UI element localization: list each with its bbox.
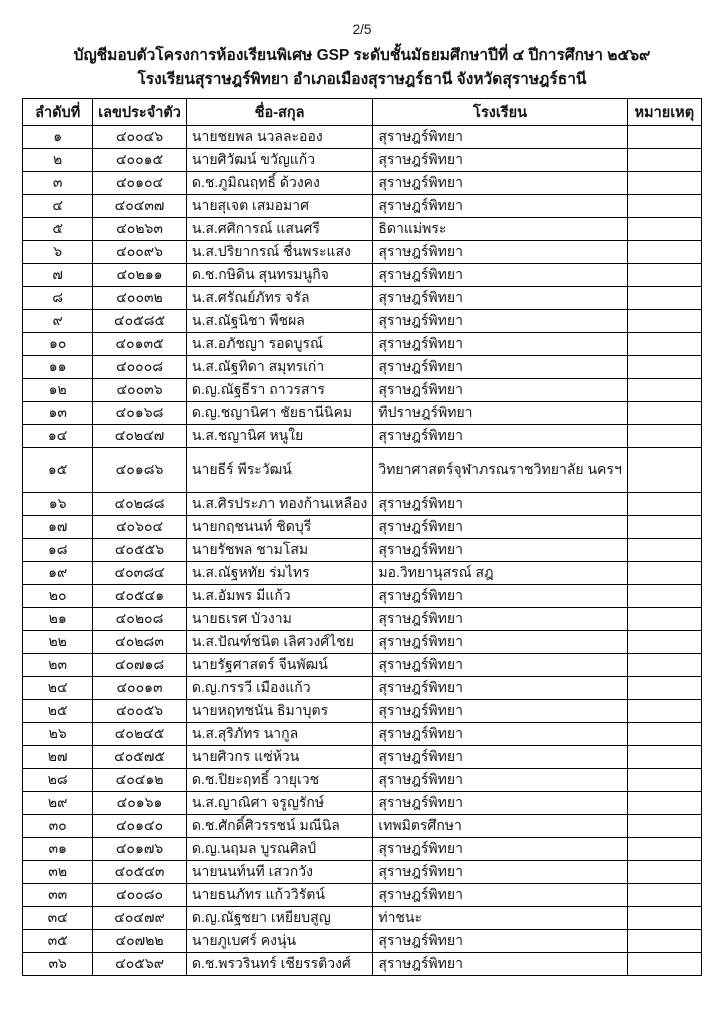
table-row (23, 700, 702, 723)
table-row (23, 379, 702, 402)
header-row-number: ลำดับที่ (23, 99, 93, 126)
student-id-cell: ๔๐๑๐๔ (93, 172, 187, 195)
row-number-cell: ๑๔ (23, 425, 93, 448)
row-number-cell: ๒ (23, 149, 93, 172)
row-number-cell: ๑๘ (23, 539, 93, 562)
student-id-cell: ๔๐๒๘๓ (93, 631, 187, 654)
table-row (23, 356, 702, 379)
row-number-cell: ๒๑ (23, 608, 93, 631)
table-row (23, 149, 702, 172)
note-cell (627, 585, 701, 608)
student-name-cell: น.ส.ศรัณย์ภัทร จรัล (186, 287, 372, 310)
row-number-cell: ๑ (23, 126, 93, 149)
row-number-cell: ๓๒ (23, 861, 93, 884)
student-id-cell: ๔๐๒๔๗ (93, 425, 187, 448)
student-id-cell: ๔๐๒๑๑ (93, 264, 187, 287)
student-name-cell: น.ส.ปริยากรณ์ ชื่นพระแสง (186, 241, 372, 264)
student-id-cell: ๔๐๕๘๕ (93, 310, 187, 333)
note-cell (627, 746, 701, 769)
note-cell (627, 493, 701, 516)
student-id-cell: ๔๐๑๖๘ (93, 402, 187, 425)
note-cell (627, 562, 701, 585)
row-number-cell: ๗ (23, 264, 93, 287)
student-name-cell: ด.ญ.นฤมล บูรณศิลป์ (186, 838, 372, 861)
note-cell (627, 516, 701, 539)
note-cell (627, 861, 701, 884)
note-cell (627, 700, 701, 723)
note-cell (627, 723, 701, 746)
school-name-cell: สุราษฎร์พิทยา (373, 930, 627, 953)
student-name-cell: ด.ญ.ณัฐธีรา ถาวรสาร (186, 379, 372, 402)
table-row (23, 448, 702, 493)
table-row (23, 310, 702, 333)
school-name-cell: สุราษฎร์พิทยา (373, 493, 627, 516)
student-id-cell: ๔๐๐๑๓ (93, 677, 187, 700)
header-note: หมายเหตุ (627, 99, 701, 126)
row-number-cell: ๑๖ (23, 493, 93, 516)
student-name-cell: นายภูเบศร์ คงนุ่น (186, 930, 372, 953)
student-name-cell: น.ส.ศิรประภา ทองก้านเหลือง (186, 493, 372, 516)
student-name-cell: นายศิวัฒน์ ขวัญแก้ว (186, 149, 372, 172)
school-name-cell: สุราษฎร์พิทยา (373, 172, 627, 195)
row-number-cell: ๙ (23, 310, 93, 333)
table-row (23, 838, 702, 861)
note-cell (627, 264, 701, 287)
student-id-cell: ๔๐๒๖๓ (93, 218, 187, 241)
student-name-cell: น.ส.ณัฐทิดา สมุทรเก่า (186, 356, 372, 379)
student-name-cell: น.ส.อัมพร มีแก้ว (186, 585, 372, 608)
student-id-cell: ๔๐๐๕๖ (93, 700, 187, 723)
student-roster-table (22, 98, 702, 976)
school-name-cell: สุราษฎร์พิทยา (373, 195, 627, 218)
student-name-cell: น.ส.ณัฐนิชา พืชผล (186, 310, 372, 333)
school-name-cell: สุราษฎร์พิทยา (373, 379, 627, 402)
document-title-line-2: โรงเรียนสุราษฎร์พิทยา อำเภอเมืองสุราษฎร์ธานี จังหวัดสุราษฎร์ธานี (137, 71, 587, 89)
note-cell (627, 631, 701, 654)
student-table-header-row (23, 99, 702, 126)
student-name-cell: น.ส.สุริภัทร นากูล (186, 723, 372, 746)
student-id-cell: ๔๐๗๑๘ (93, 654, 187, 677)
school-name-cell: สุราษฎร์พิทยา (373, 838, 627, 861)
student-name-cell: นายชยพล นวลละออง (186, 126, 372, 149)
row-number-cell: ๕ (23, 218, 93, 241)
row-number-cell: ๒๖ (23, 723, 93, 746)
student-name-cell: น.ส.ศศิการณ์ แสนศรี (186, 218, 372, 241)
school-name-cell: สุราษฎร์พิทยา (373, 425, 627, 448)
student-id-cell: ๔๐๕๔๑ (93, 585, 187, 608)
student-name-cell: นายธเรศ บัวงาม (186, 608, 372, 631)
note-cell (627, 815, 701, 838)
table-row (23, 677, 702, 700)
table-row (23, 264, 702, 287)
row-number-cell: ๒๓ (23, 654, 93, 677)
student-name-cell: นายกฤชนนท์ ชิดบุรี (186, 516, 372, 539)
table-row (23, 953, 702, 976)
school-name-cell: สุราษฎร์พิทยา (373, 631, 627, 654)
row-number-cell: ๑๕ (23, 448, 93, 493)
note-cell (627, 126, 701, 149)
school-name-cell: สุราษฎร์พิทยา (373, 149, 627, 172)
note-cell (627, 379, 701, 402)
row-number-cell: ๓๐ (23, 815, 93, 838)
row-number-cell: ๒๙ (23, 792, 93, 815)
student-id-cell: ๔๐๐๓๖ (93, 379, 187, 402)
note-cell (627, 677, 701, 700)
student-name-cell: ด.ช.ภูมิณฤทธิ์ ด้วงคง (186, 172, 372, 195)
school-name-cell: สุราษฎร์พิทยา (373, 356, 627, 379)
table-row (23, 241, 702, 264)
student-name-cell: ด.ญ.ชญานิศา ชัยธานีนิคม (186, 402, 372, 425)
note-cell (627, 402, 701, 425)
student-id-cell: ๔๐๕๕๖ (93, 539, 187, 562)
row-number-cell: ๘ (23, 287, 93, 310)
school-name-cell: วิทยาศาสตร์จุฬาภรณราชวิทยาลัย นครฯ (373, 448, 627, 493)
student-id-cell: ๔๐๑๘๖ (93, 448, 187, 493)
page-number: 2/5 (352, 22, 372, 37)
table-row (23, 425, 702, 448)
row-number-cell: ๔ (23, 195, 93, 218)
note-cell (627, 792, 701, 815)
table-row (23, 861, 702, 884)
table-row (23, 287, 702, 310)
table-row (23, 815, 702, 838)
student-id-cell: ๔๐๕๔๓ (93, 861, 187, 884)
row-number-cell: ๓๓ (23, 884, 93, 907)
school-name-cell: สุราษฎร์พิทยา (373, 241, 627, 264)
student-id-cell: ๔๐๐๘๐ (93, 884, 187, 907)
student-id-cell: ๔๐๒๘๘ (93, 493, 187, 516)
student-id-cell: ๔๐๐๔๖ (93, 126, 187, 149)
row-number-cell: ๑๑ (23, 356, 93, 379)
note-cell (627, 448, 701, 493)
student-id-cell: ๔๐๕๖๙ (93, 953, 187, 976)
row-number-cell: ๓๖ (23, 953, 93, 976)
note-cell (627, 218, 701, 241)
school-name-cell: มอ.วิทยานุสรณ์ สฎ (373, 562, 627, 585)
student-name-cell: นายนนท์นที เสวกวัง (186, 861, 372, 884)
document-title-line-1: บัญชีมอบตัวโครงการห้องเรียนพิเศษ GSP ระดับชั้นมัธยมศึกษาปีที่ ๔ ปีการศึกษา ๒๕๖๙ (73, 47, 651, 64)
student-name-cell: น.ส.ญาณิศา จรูญรักษ์ (186, 792, 372, 815)
table-row (23, 792, 702, 815)
table-row (23, 562, 702, 585)
school-name-cell: สุราษฎร์พิทยา (373, 792, 627, 815)
student-name-cell: ด.ช.ปิยะฤทธิ์ วายุเวช (186, 769, 372, 792)
row-number-cell: ๖ (23, 241, 93, 264)
student-id-cell: ๔๐๖๐๔ (93, 516, 187, 539)
student-name-cell: ด.ญ.ณัฐชยา เหยียบสูญ (186, 907, 372, 930)
note-cell (627, 884, 701, 907)
note-cell (627, 333, 701, 356)
school-name-cell: สุราษฎร์พิทยา (373, 884, 627, 907)
student-name-cell: น.ส.ชญานิศ หนูใย (186, 425, 372, 448)
student-name-cell: ด.ญ.กรรวี เมืองแก้ว (186, 677, 372, 700)
table-row (23, 218, 702, 241)
student-name-cell: น.ส.ณัฐหทัย ร่มไทร (186, 562, 372, 585)
student-id-cell: ๔๐๗๒๒ (93, 930, 187, 953)
row-number-cell: ๑๐ (23, 333, 93, 356)
row-number-cell: ๓๔ (23, 907, 93, 930)
school-name-cell: สุราษฎร์พิทยา (373, 746, 627, 769)
table-row (23, 172, 702, 195)
school-name-cell: สุราษฎร์พิทยา (373, 287, 627, 310)
student-name-cell: นายรัชพล ชามโสม (186, 539, 372, 562)
row-number-cell: ๑๙ (23, 562, 93, 585)
school-name-cell: สุราษฎร์พิทยา (373, 861, 627, 884)
table-row (23, 493, 702, 516)
note-cell (627, 356, 701, 379)
table-row (23, 654, 702, 677)
note-cell (627, 241, 701, 264)
student-name-cell: ด.ช.พรวรินทร์ เชียรรติวงศ์ (186, 953, 372, 976)
note-cell (627, 838, 701, 861)
student-id-cell: ๔๐๑๗๖ (93, 838, 187, 861)
student-id-cell: ๔๐๔๓๗ (93, 195, 187, 218)
school-name-cell: สุราษฎร์พิทยา (373, 310, 627, 333)
school-name-cell: ธิดาแม่พระ (373, 218, 627, 241)
student-name-cell: นายสุเจต เสมอมาศ (186, 195, 372, 218)
student-id-cell: ๔๐๑๓๕ (93, 333, 187, 356)
student-name-cell: น.ส.ปัณฑ์ชนิต เลิศวงศ์ไชย (186, 631, 372, 654)
school-name-cell: ทีปราษฎร์พิทยา (373, 402, 627, 425)
student-name-cell: ด.ช.กษิดิน สุนทรมนูกิจ (186, 264, 372, 287)
table-row (23, 195, 702, 218)
table-row (23, 608, 702, 631)
student-name-cell: น.ส.อภัชญา รอดบูรณ์ (186, 333, 372, 356)
note-cell (627, 953, 701, 976)
school-name-cell: สุราษฎร์พิทยา (373, 654, 627, 677)
table-row (23, 723, 702, 746)
note-cell (627, 149, 701, 172)
row-number-cell: ๒๘ (23, 769, 93, 792)
student-name-cell: นายธนภัทร แก้ววิรัตน์ (186, 884, 372, 907)
school-name-cell: สุราษฎร์พิทยา (373, 333, 627, 356)
table-row (23, 539, 702, 562)
note-cell (627, 425, 701, 448)
header-name: ชื่อ-สกุล (186, 99, 372, 126)
row-number-cell: ๒๕ (23, 700, 93, 723)
row-number-cell: ๓๕ (23, 930, 93, 953)
school-name-cell: เทพมิตรศึกษา (373, 815, 627, 838)
student-id-cell: ๔๐๐๙๖ (93, 241, 187, 264)
school-name-cell: สุราษฎร์พิทยา (373, 769, 627, 792)
student-id-cell: ๔๐๓๘๔ (93, 562, 187, 585)
row-number-cell: ๒๔ (23, 677, 93, 700)
student-id-cell: ๔๐๑๖๑ (93, 792, 187, 815)
row-number-cell: ๓ (23, 172, 93, 195)
school-name-cell: สุราษฎร์พิทยา (373, 953, 627, 976)
header-school: โรงเรียน (373, 99, 627, 126)
student-id-cell: ๔๐๔๗๙ (93, 907, 187, 930)
table-row (23, 746, 702, 769)
school-name-cell: สุราษฎร์พิทยา (373, 585, 627, 608)
table-row (23, 333, 702, 356)
school-name-cell: สุราษฎร์พิทยา (373, 539, 627, 562)
student-id-cell: ๔๐๑๔๐ (93, 815, 187, 838)
note-cell (627, 287, 701, 310)
school-name-cell: สุราษฎร์พิทยา (373, 264, 627, 287)
table-row (23, 516, 702, 539)
row-number-cell: ๒๒ (23, 631, 93, 654)
table-row (23, 631, 702, 654)
table-row (23, 402, 702, 425)
student-id-cell: ๔๐๕๗๕ (93, 746, 187, 769)
note-cell (627, 769, 701, 792)
note-cell (627, 539, 701, 562)
student-id-cell: ๔๐๐๑๕ (93, 149, 187, 172)
table-row (23, 884, 702, 907)
school-name-cell: ท่าชนะ (373, 907, 627, 930)
school-name-cell: สุราษฎร์พิทยา (373, 723, 627, 746)
student-id-cell: ๔๐๒๐๘ (93, 608, 187, 631)
row-number-cell: ๑๗ (23, 516, 93, 539)
student-id-cell: ๔๐๐๐๘ (93, 356, 187, 379)
school-name-cell: สุราษฎร์พิทยา (373, 126, 627, 149)
table-row (23, 907, 702, 930)
student-name-cell: นายศิวกร แซ่ห้วน (186, 746, 372, 769)
note-cell (627, 654, 701, 677)
school-name-cell: สุราษฎร์พิทยา (373, 608, 627, 631)
row-number-cell: ๒๐ (23, 585, 93, 608)
student-name-cell: นายรัฐศาสตร์ จีนพัฒน์ (186, 654, 372, 677)
student-name-cell: นายหฤทชนัน ธิมาบุตร (186, 700, 372, 723)
note-cell (627, 930, 701, 953)
row-number-cell: ๑๒ (23, 379, 93, 402)
header-student-id: เลขประจำตัว (93, 99, 187, 126)
table-row (23, 585, 702, 608)
note-cell (627, 608, 701, 631)
student-id-cell: ๔๐๔๑๒ (93, 769, 187, 792)
row-number-cell: ๑๓ (23, 402, 93, 425)
student-name-cell: นายธีร์ พีระวัฒน์ (186, 448, 372, 493)
note-cell (627, 310, 701, 333)
table-row (23, 930, 702, 953)
student-id-cell: ๔๐๐๓๒ (93, 287, 187, 310)
note-cell (627, 172, 701, 195)
student-table-body (23, 126, 702, 976)
school-name-cell: สุราษฎร์พิทยา (373, 516, 627, 539)
table-row (23, 126, 702, 149)
row-number-cell: ๓๑ (23, 838, 93, 861)
table-row (23, 769, 702, 792)
student-id-cell: ๔๐๒๔๕ (93, 723, 187, 746)
student-name-cell: ด.ช.ศักดิ์ศิวรรชน์ มณีนิล (186, 815, 372, 838)
school-name-cell: สุราษฎร์พิทยา (373, 677, 627, 700)
row-number-cell: ๒๗ (23, 746, 93, 769)
note-cell (627, 195, 701, 218)
note-cell (627, 907, 701, 930)
school-name-cell: สุราษฎร์พิทยา (373, 700, 627, 723)
